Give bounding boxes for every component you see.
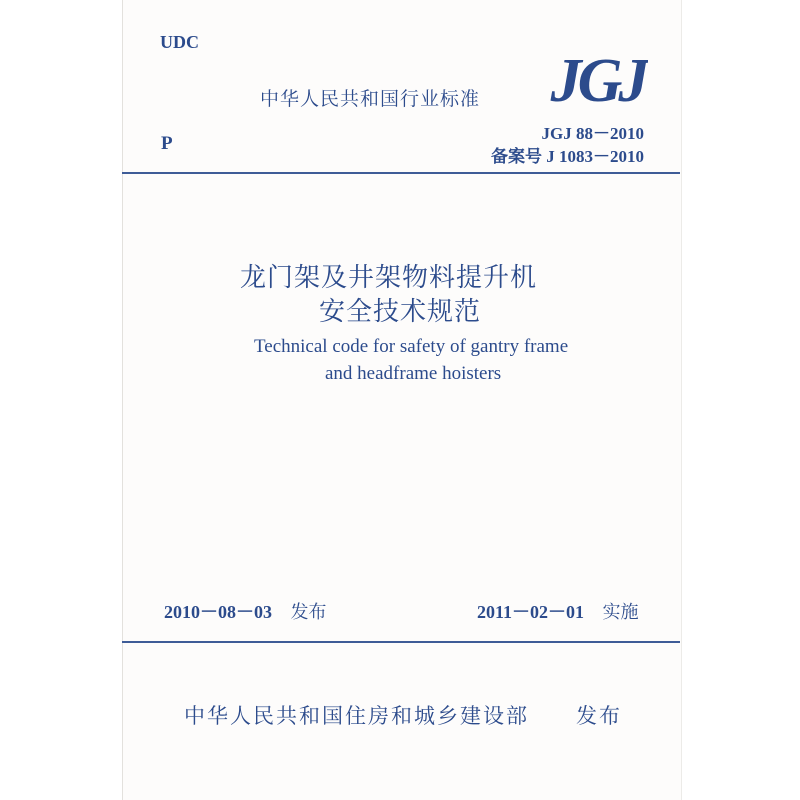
title-cn-line2: 安全技术规范 [319, 297, 482, 327]
standard-type: 中华人民共和国行业标准 [260, 88, 481, 110]
title-en-line1: Technical code for safety of gantry frame [254, 336, 569, 357]
publisher: 中华人民共和国住房和城乡建设部 [184, 704, 529, 728]
implement-date: 2011－02－01 [477, 602, 585, 622]
issue-date-line [164, 598, 327, 624]
title-cn-line1: 龙门架及井架物料提升机 [240, 263, 538, 293]
title-en-line2: and headframe hoisters [325, 363, 502, 384]
udc-label: UDC [160, 32, 199, 52]
record-number: 备案号 J 1083－2010 [491, 147, 644, 166]
top-divider [122, 172, 680, 174]
jgj-logo [548, 49, 648, 109]
implement-label: 实施 [602, 602, 639, 623]
issue-label: 发布 [290, 602, 327, 623]
implement-date-line [477, 598, 639, 624]
issue-date: 2010－08－03 [164, 602, 272, 622]
classification-label: P [161, 133, 173, 154]
publish-label: 发布 [576, 704, 622, 728]
standard-code: JGJ 88－2010 [541, 124, 644, 143]
bottom-divider [122, 641, 680, 643]
jgj-logo-text: JGJ [550, 49, 646, 109]
